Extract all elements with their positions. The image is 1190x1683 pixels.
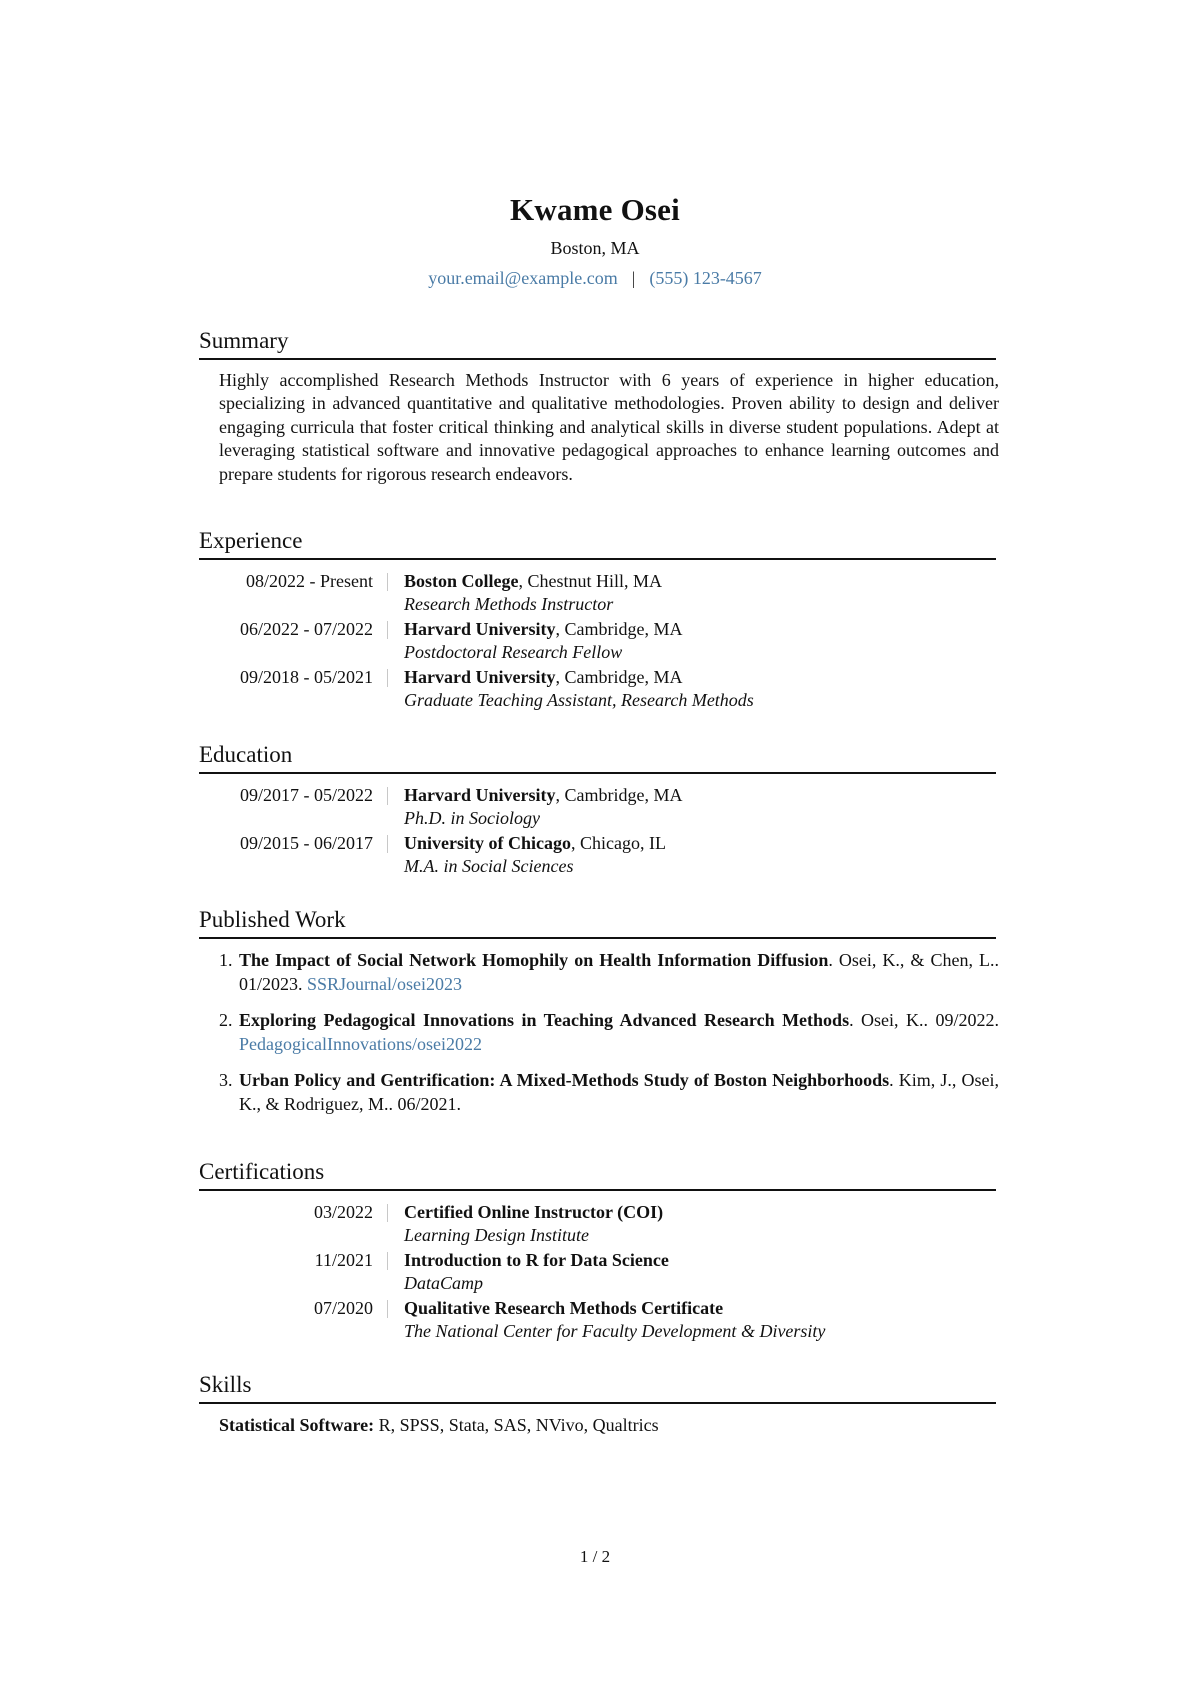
certification-issuer: The National Center for Faculty Development & Diversity bbox=[404, 1321, 826, 1341]
education-heading: Education bbox=[199, 741, 996, 774]
entry-location: , Chestnut Hill, MA bbox=[518, 571, 663, 591]
entry-role: Research Methods Instructor bbox=[404, 594, 614, 614]
entry-location: , Chicago, IL bbox=[570, 833, 666, 853]
publication-meta: . Osei, K., & Chen, L.. 01/2023. bbox=[239, 950, 999, 994]
experience-entry bbox=[199, 617, 996, 663]
publication-meta: . Kim, J., Osei, K., & Rodriguez, M.. 06/2021. bbox=[239, 1070, 1000, 1114]
experience-entry bbox=[199, 569, 996, 615]
education-entry bbox=[199, 831, 996, 877]
entry-location: , Cambridge, MA bbox=[555, 619, 683, 639]
entry-date: 09/2018 - 05/2021 bbox=[240, 667, 373, 687]
education-section bbox=[199, 741, 996, 879]
candidate-location: Boston, MA bbox=[550, 238, 640, 258]
certification-entry bbox=[199, 1296, 996, 1342]
experience-section bbox=[199, 527, 996, 713]
education-entry bbox=[199, 783, 996, 829]
entry-date: 07/2020 bbox=[313, 1298, 373, 1318]
publications-list bbox=[199, 948, 1000, 1116]
publication-title: Exploring Pedagogical Innovations in Teaching Advanced Research Methods bbox=[239, 1010, 850, 1030]
entry-degree: Ph.D. in Sociology bbox=[404, 808, 540, 828]
contact-separator: | bbox=[631, 268, 636, 288]
entry-date: 09/2015 - 06/2017 bbox=[240, 833, 373, 853]
experience-entry bbox=[199, 665, 996, 711]
publication-title: Urban Policy and Gentrification: A Mixed-Methods Study of Boston Neighborhoods bbox=[239, 1070, 890, 1090]
publication-number: 2. bbox=[219, 1010, 233, 1030]
certifications-section bbox=[199, 1158, 996, 1344]
entry-organization: Harvard University bbox=[404, 667, 556, 687]
entry-degree: M.A. in Social Sciences bbox=[404, 856, 574, 876]
publication-link[interactable]: PedagogicalInnovations/osei2022 bbox=[239, 1034, 482, 1054]
certification-issuer: DataCamp bbox=[404, 1273, 484, 1293]
entry-date: 06/2022 - 07/2022 bbox=[240, 619, 373, 639]
publication-number: 1. bbox=[219, 950, 233, 970]
candidate-name: Kwame Osei bbox=[510, 192, 680, 227]
experience-heading: Experience bbox=[199, 527, 996, 560]
summary-heading: Summary bbox=[199, 327, 996, 360]
entry-date: 08/2022 - Present bbox=[246, 571, 373, 591]
certification-name: Introduction to R for Data Science bbox=[404, 1250, 669, 1270]
entry-role: Graduate Teaching Assistant, Research Methods bbox=[404, 690, 754, 710]
publications-heading: Published Work bbox=[199, 906, 996, 939]
phone-link[interactable]: (555) 123-4567 bbox=[649, 268, 762, 288]
summary-text: Highly accomplished Research Methods Instructor with 6 years of experience in higher education, specializing in advanced quantitative and qualitative methodologies. Proven ability to design and deliver engaging curricula that foster critical thinking and analytical skills in diverse student populations. Adept at leveraging statistical software and innovative pedagogical approaches to enhance learning outcomes and prepare students for rigorous research endeavors. bbox=[219, 370, 999, 484]
contact-line bbox=[0, 264, 1190, 292]
skills-section bbox=[199, 1371, 996, 1437]
skills-line bbox=[219, 1413, 996, 1437]
skills-heading: Skills bbox=[199, 1371, 996, 1404]
page-number: 1 / 2 bbox=[579, 1547, 611, 1566]
certification-entry bbox=[199, 1248, 996, 1294]
publication-item bbox=[219, 948, 999, 996]
entry-date: 03/2022 bbox=[313, 1202, 373, 1222]
certifications-heading: Certifications bbox=[199, 1158, 996, 1191]
certification-issuer: Learning Design Institute bbox=[404, 1225, 589, 1245]
entry-date: 09/2017 - 05/2022 bbox=[240, 785, 373, 805]
publication-number: 3. bbox=[219, 1070, 233, 1090]
entry-organization: Harvard University bbox=[404, 785, 556, 805]
skills-value: R, SPSS, Stata, SAS, NVivo, Qualtrics bbox=[374, 1415, 659, 1435]
publications-section bbox=[199, 906, 1000, 1128]
entry-location: , Cambridge, MA bbox=[555, 667, 683, 687]
publication-title: The Impact of Social Network Homophily on Health Information Diffusion bbox=[239, 950, 829, 970]
certification-name: Certified Online Instructor (COI) bbox=[404, 1202, 664, 1222]
entry-date: 11/2021 bbox=[314, 1250, 373, 1270]
publication-link[interactable]: SSRJournal/osei2023 bbox=[307, 974, 463, 994]
entry-role: Postdoctoral Research Fellow bbox=[404, 642, 623, 662]
entry-organization: University of Chicago bbox=[404, 833, 571, 853]
resume-header bbox=[0, 190, 1190, 292]
certification-name: Qualitative Research Methods Certificate bbox=[404, 1298, 724, 1318]
summary-section bbox=[199, 327, 999, 486]
publication-item bbox=[219, 1068, 1000, 1116]
certification-entry bbox=[199, 1200, 996, 1246]
email-link[interactable]: your.email@example.com bbox=[428, 268, 618, 288]
skills-label: Statistical Software: bbox=[219, 1415, 375, 1435]
publication-item bbox=[219, 1008, 999, 1056]
entry-organization: Boston College bbox=[404, 571, 519, 591]
entry-location: , Cambridge, MA bbox=[555, 785, 683, 805]
publication-meta: . Osei, K.. 09/2022. bbox=[849, 1010, 999, 1030]
entry-organization: Harvard University bbox=[404, 619, 556, 639]
